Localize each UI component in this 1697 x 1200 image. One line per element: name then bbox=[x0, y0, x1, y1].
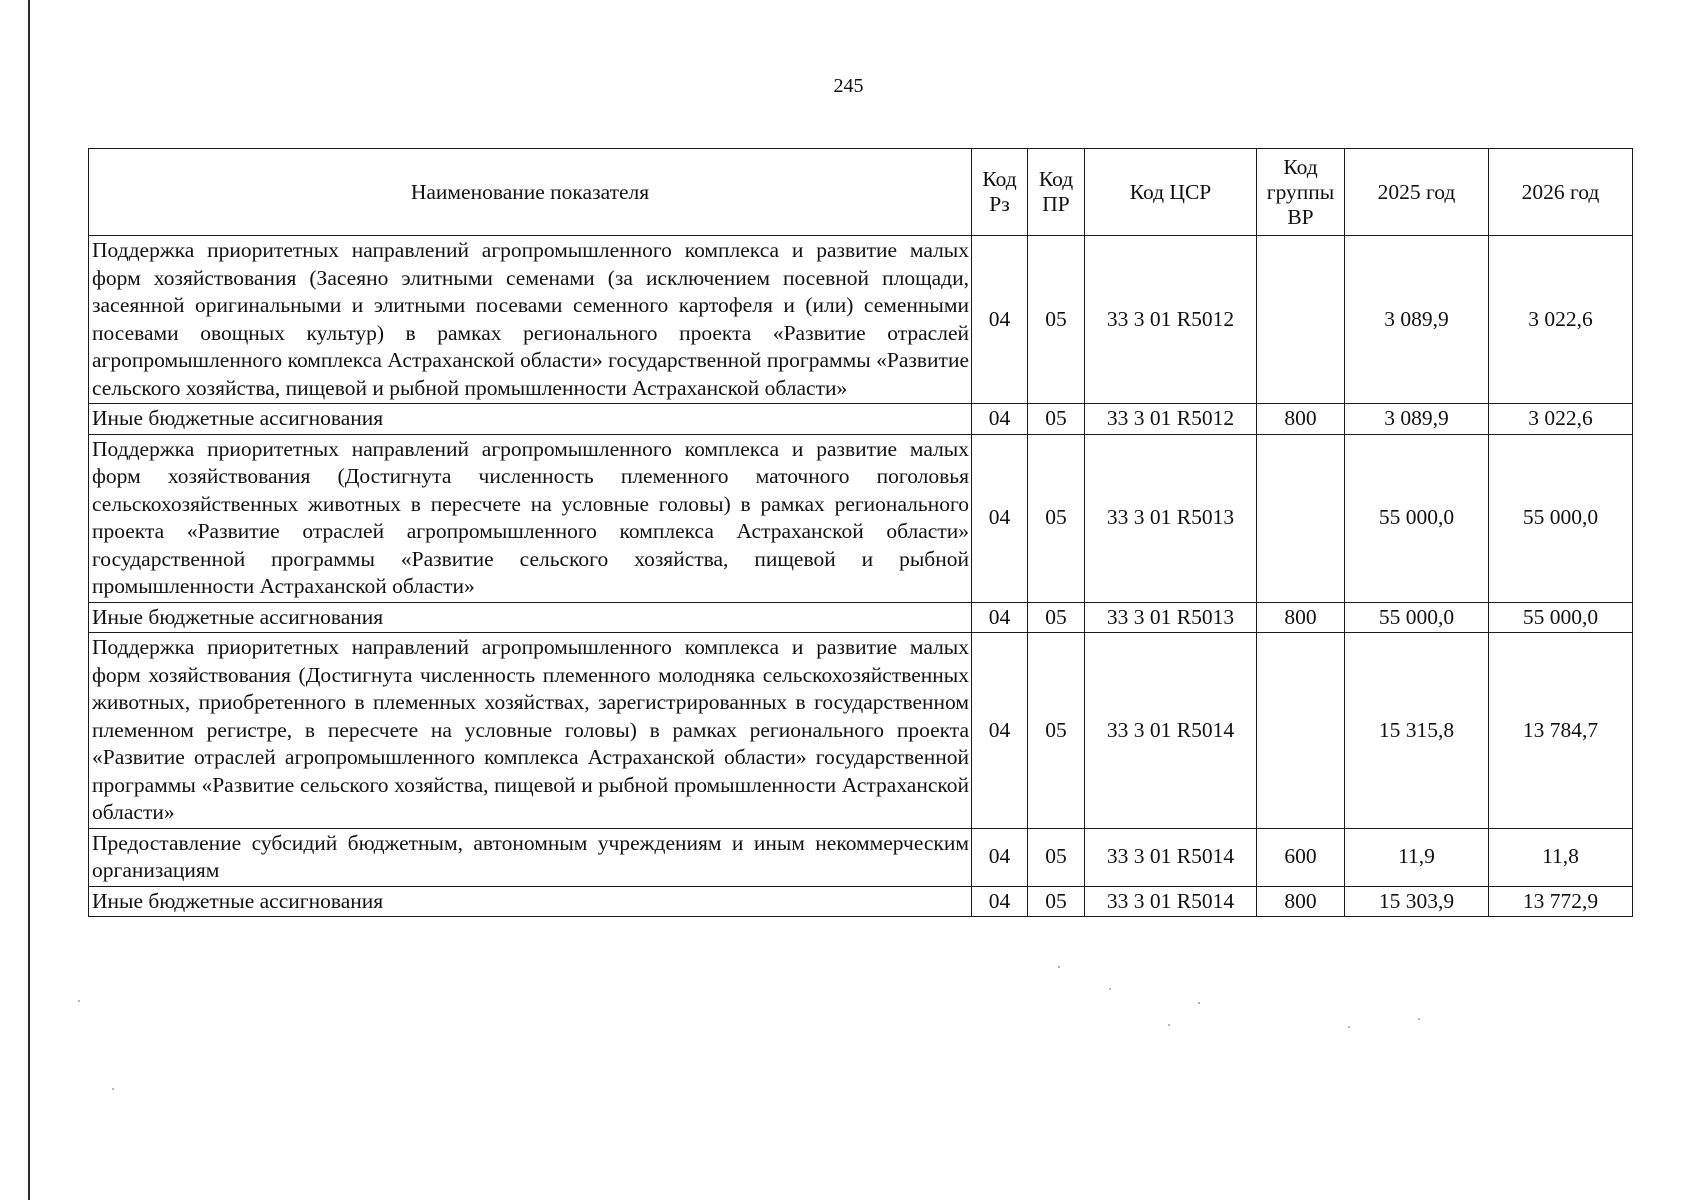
cell-2026: 3 022,6 bbox=[1489, 404, 1633, 435]
cell-rz: 04 bbox=[972, 434, 1028, 602]
scan-speck bbox=[1348, 1026, 1350, 1028]
header-csr: Код ЦСР bbox=[1085, 149, 1257, 236]
header-2025: 2025 год bbox=[1345, 149, 1489, 236]
cell-pr: 05 bbox=[1028, 602, 1085, 633]
cell-rz: 04 bbox=[972, 404, 1028, 435]
cell-csr: 33 3 01 R5013 bbox=[1085, 602, 1257, 633]
scan-speck bbox=[1058, 966, 1060, 968]
cell-vr: 800 bbox=[1257, 404, 1345, 435]
cell-name: Иные бюджетные ассигнования bbox=[89, 602, 972, 633]
table-row bbox=[89, 828, 1633, 886]
header-vr: Код группы ВР bbox=[1257, 149, 1345, 236]
scan-speck bbox=[1109, 988, 1111, 990]
cell-2026: 13 784,7 bbox=[1489, 633, 1633, 829]
scan-speck bbox=[1198, 1002, 1200, 1004]
cell-pr: 05 bbox=[1028, 434, 1085, 602]
cell-vr bbox=[1257, 633, 1345, 829]
table-row bbox=[89, 236, 1633, 404]
cell-csr: 33 3 01 R5013 bbox=[1085, 434, 1257, 602]
cell-name: Поддержка приоритетных направлений агропромышленного комплекса и развитие малых форм хозяйствования (Засеяно элитными семенами (за исключением посевной площади, засеянной оригинальными и элитными посевами семенного картофеля и (или) семенными посевами овощных культур) в рамках регионального проекта «Развитие отраслей агропромышленного комплекса Астраханской области» государственной программы «Развитие сельского хозяйства, пищевой и рыбной промышленности Астраханской области» bbox=[89, 236, 972, 404]
cell-name: Иные бюджетные ассигнования bbox=[89, 886, 972, 917]
cell-csr: 33 3 01 R5014 bbox=[1085, 633, 1257, 829]
cell-2026: 55 000,0 bbox=[1489, 602, 1633, 633]
cell-2025: 3 089,9 bbox=[1345, 404, 1489, 435]
cell-rz: 04 bbox=[972, 828, 1028, 886]
cell-csr: 33 3 01 R5012 bbox=[1085, 236, 1257, 404]
header-pr: Код ПР bbox=[1028, 149, 1085, 236]
cell-pr: 05 bbox=[1028, 886, 1085, 917]
cell-2025: 3 089,9 bbox=[1345, 236, 1489, 404]
scan-speck bbox=[78, 1000, 80, 1002]
cell-pr: 05 bbox=[1028, 633, 1085, 829]
scan-speck bbox=[1418, 1018, 1420, 1020]
table-row bbox=[89, 602, 1633, 633]
cell-2026: 11,8 bbox=[1489, 828, 1633, 886]
cell-vr: 600 bbox=[1257, 828, 1345, 886]
cell-rz: 04 bbox=[972, 633, 1028, 829]
scan-speck bbox=[112, 1088, 114, 1090]
cell-2026: 3 022,6 bbox=[1489, 236, 1633, 404]
cell-rz: 04 bbox=[972, 886, 1028, 917]
header-rz: Код Рз bbox=[972, 149, 1028, 236]
cell-csr: 33 3 01 R5012 bbox=[1085, 404, 1257, 435]
cell-pr: 05 bbox=[1028, 236, 1085, 404]
cell-vr bbox=[1257, 236, 1345, 404]
cell-2025: 11,9 bbox=[1345, 828, 1489, 886]
cell-2025: 15 315,8 bbox=[1345, 633, 1489, 829]
cell-pr: 05 bbox=[1028, 404, 1085, 435]
cell-2026: 13 772,9 bbox=[1489, 886, 1633, 917]
table-row bbox=[89, 434, 1633, 602]
cell-2025: 15 303,9 bbox=[1345, 886, 1489, 917]
scan-speck bbox=[1168, 1024, 1170, 1026]
cell-rz: 04 bbox=[972, 602, 1028, 633]
page-number: 245 bbox=[833, 75, 864, 97]
cell-rz: 04 bbox=[972, 236, 1028, 404]
cell-vr: 800 bbox=[1257, 886, 1345, 917]
table-row bbox=[89, 633, 1633, 829]
table-row bbox=[89, 886, 1633, 917]
cell-name: Предоставление субсидий бюджетным, автономным учреждениям и иным некоммерческим организациям bbox=[89, 828, 972, 886]
table-row bbox=[89, 404, 1633, 435]
cell-name: Иные бюджетные ассигнования bbox=[89, 404, 972, 435]
header-2026: 2026 год bbox=[1489, 149, 1633, 236]
cell-name: Поддержка приоритетных направлений агропромышленного комплекса и развитие малых форм хозяйствования (Достигнута численность племенного молодняка сельскохозяйственных животных, приобретенного в племенных хозяйствах, зарегистрированных в государственном племенном регистре, в пересчете на условные головы) в рамках регионального проекта «Развитие отраслей агропромышленного комплекса Астраханской области» государственной программы «Развитие сельского хозяйства, пищевой и рыбной промышленности Астраханской области» bbox=[89, 633, 972, 829]
cell-2026: 55 000,0 bbox=[1489, 434, 1633, 602]
table-header-row bbox=[89, 149, 1633, 236]
left-margin-line bbox=[28, 0, 30, 1200]
cell-vr bbox=[1257, 434, 1345, 602]
budget-table bbox=[88, 148, 1633, 917]
cell-vr: 800 bbox=[1257, 602, 1345, 633]
cell-csr: 33 3 01 R5014 bbox=[1085, 828, 1257, 886]
cell-name: Поддержка приоритетных направлений агропромышленного комплекса и развитие малых форм хозяйствования (Достигнута численность племенного маточного поголовья сельскохозяйственных животных в пересчете на условные головы) в рамках регионального проекта «Развитие отраслей агропромышленного комплекса Астраханской области» государственной программы «Развитие сельского хозяйства, пищевой и рыбной промышленности Астраханской области» bbox=[89, 434, 972, 602]
cell-pr: 05 bbox=[1028, 828, 1085, 886]
header-name: Наименование показателя bbox=[89, 149, 972, 236]
cell-2025: 55 000,0 bbox=[1345, 434, 1489, 602]
cell-csr: 33 3 01 R5014 bbox=[1085, 886, 1257, 917]
cell-2025: 55 000,0 bbox=[1345, 602, 1489, 633]
